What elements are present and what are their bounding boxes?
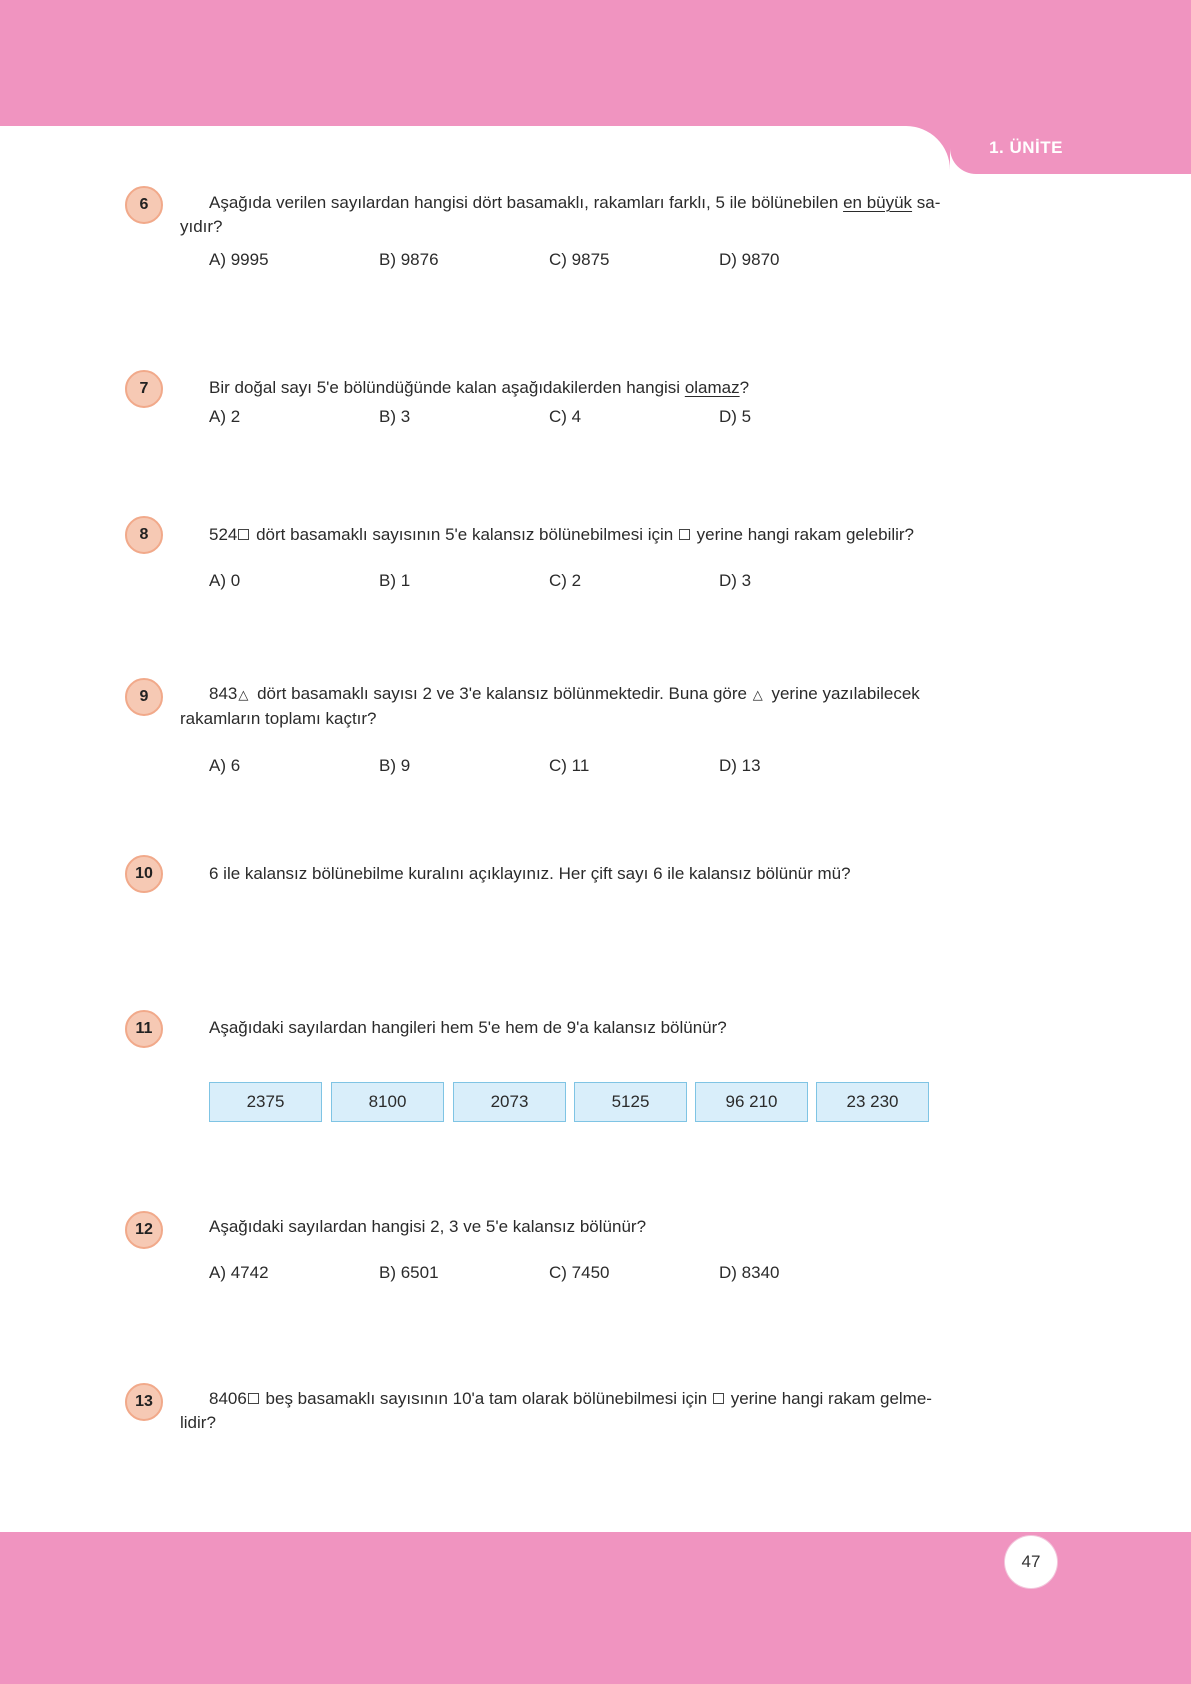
question-number-badge: 7 xyxy=(125,370,163,408)
option-b[interactable]: B) 6501 xyxy=(379,1263,439,1282)
question-number-badge: 11 xyxy=(125,1010,163,1048)
number-box: 23 230 xyxy=(816,1082,929,1122)
option-d[interactable]: D) 5 xyxy=(719,407,752,426)
question-text: 6 ile kalansız bölünebilme kuralını açıklayınız. Her çift sayı 6 ile kalansız bölünür mü? xyxy=(209,864,851,883)
question-text: Aşağıdaki sayılardan hangileri hem 5'e hem de 9'a kalansız bölünür? xyxy=(209,1018,727,1037)
triangle-icon: △ xyxy=(752,687,763,702)
triangle-icon: △ xyxy=(238,687,249,702)
square-blank-icon xyxy=(238,529,249,540)
page-number: 47 xyxy=(1005,1536,1057,1588)
number-box: 96 210 xyxy=(695,1082,808,1122)
option-c[interactable]: C) 4 xyxy=(549,407,582,426)
square-blank-icon xyxy=(679,529,690,540)
question-number-badge: 9 xyxy=(125,678,163,716)
option-a[interactable]: A) 6 xyxy=(209,756,241,775)
question-number-badge: 13 xyxy=(125,1383,163,1421)
question-text: Aşağıdaki sayılardan hangisi 2, 3 ve 5'e kalansız bölünür? xyxy=(209,1217,647,1236)
header-band xyxy=(0,0,1191,126)
option-b[interactable]: B) 3 xyxy=(379,407,411,426)
option-a[interactable]: A) 9995 xyxy=(209,250,269,269)
question-text: 8406 beş basamaklı sayısının 10'a tam olarak bölünebilmesi için yerine hangi rakam gelme- lidir? xyxy=(180,1389,932,1432)
unit-tab xyxy=(950,126,1191,174)
option-d[interactable]: D) 3 xyxy=(719,571,752,590)
option-a[interactable]: A) 2 xyxy=(209,407,241,426)
underlined-emphasis: olamaz xyxy=(684,378,740,397)
option-a[interactable]: A) 0 xyxy=(209,571,241,590)
option-a[interactable]: A) 4742 xyxy=(209,1263,269,1282)
option-d[interactable]: D) 8340 xyxy=(719,1263,780,1282)
question-text: 524 dört basamaklı sayısının 5'e kalansız bölünebilmesi için yerine hangi rakam gelebilir? xyxy=(209,525,915,544)
question-number-badge: 6 xyxy=(125,186,163,224)
option-b[interactable]: B) 9876 xyxy=(379,250,439,269)
question-text: Aşağıda verilen sayılardan hangisi dört basamaklı, rakamları farklı, 5 ile bölünebilen en büyük sa- yıdır? xyxy=(180,193,941,236)
question-number-badge: 8 xyxy=(125,516,163,554)
number-box: 2375 xyxy=(209,1082,322,1122)
option-d[interactable]: D) 9870 xyxy=(719,250,780,269)
number-box: 2073 xyxy=(453,1082,566,1122)
number-box: 5125 xyxy=(574,1082,687,1122)
option-c[interactable]: C) 11 xyxy=(549,756,590,775)
question-number-badge: 10 xyxy=(125,855,163,893)
number-box: 8100 xyxy=(331,1082,444,1122)
unit-label: 1. ÜNİTE xyxy=(989,138,1063,157)
option-b[interactable]: B) 9 xyxy=(379,756,411,775)
question-text: 843△ dört basamaklı sayısı 2 ve 3'e kalansız bölünmektedir. Buna göre △ yerine yazılabilecek rakamların toplamı kaçtır? xyxy=(180,684,920,728)
square-blank-icon xyxy=(713,1393,724,1404)
square-blank-icon xyxy=(248,1393,259,1404)
option-c[interactable]: C) 7450 xyxy=(549,1263,610,1282)
option-d[interactable]: D) 13 xyxy=(719,756,761,775)
option-c[interactable]: C) 2 xyxy=(549,571,582,590)
underlined-emphasis: en büyük xyxy=(843,193,913,212)
option-b[interactable]: B) 1 xyxy=(379,571,411,590)
option-c[interactable]: C) 9875 xyxy=(549,250,610,269)
question-text: Bir doğal sayı 5'e bölündüğünde kalan aşağıdakilerden hangisi olamaz? xyxy=(209,378,750,397)
question-number-badge: 12 xyxy=(125,1211,163,1249)
